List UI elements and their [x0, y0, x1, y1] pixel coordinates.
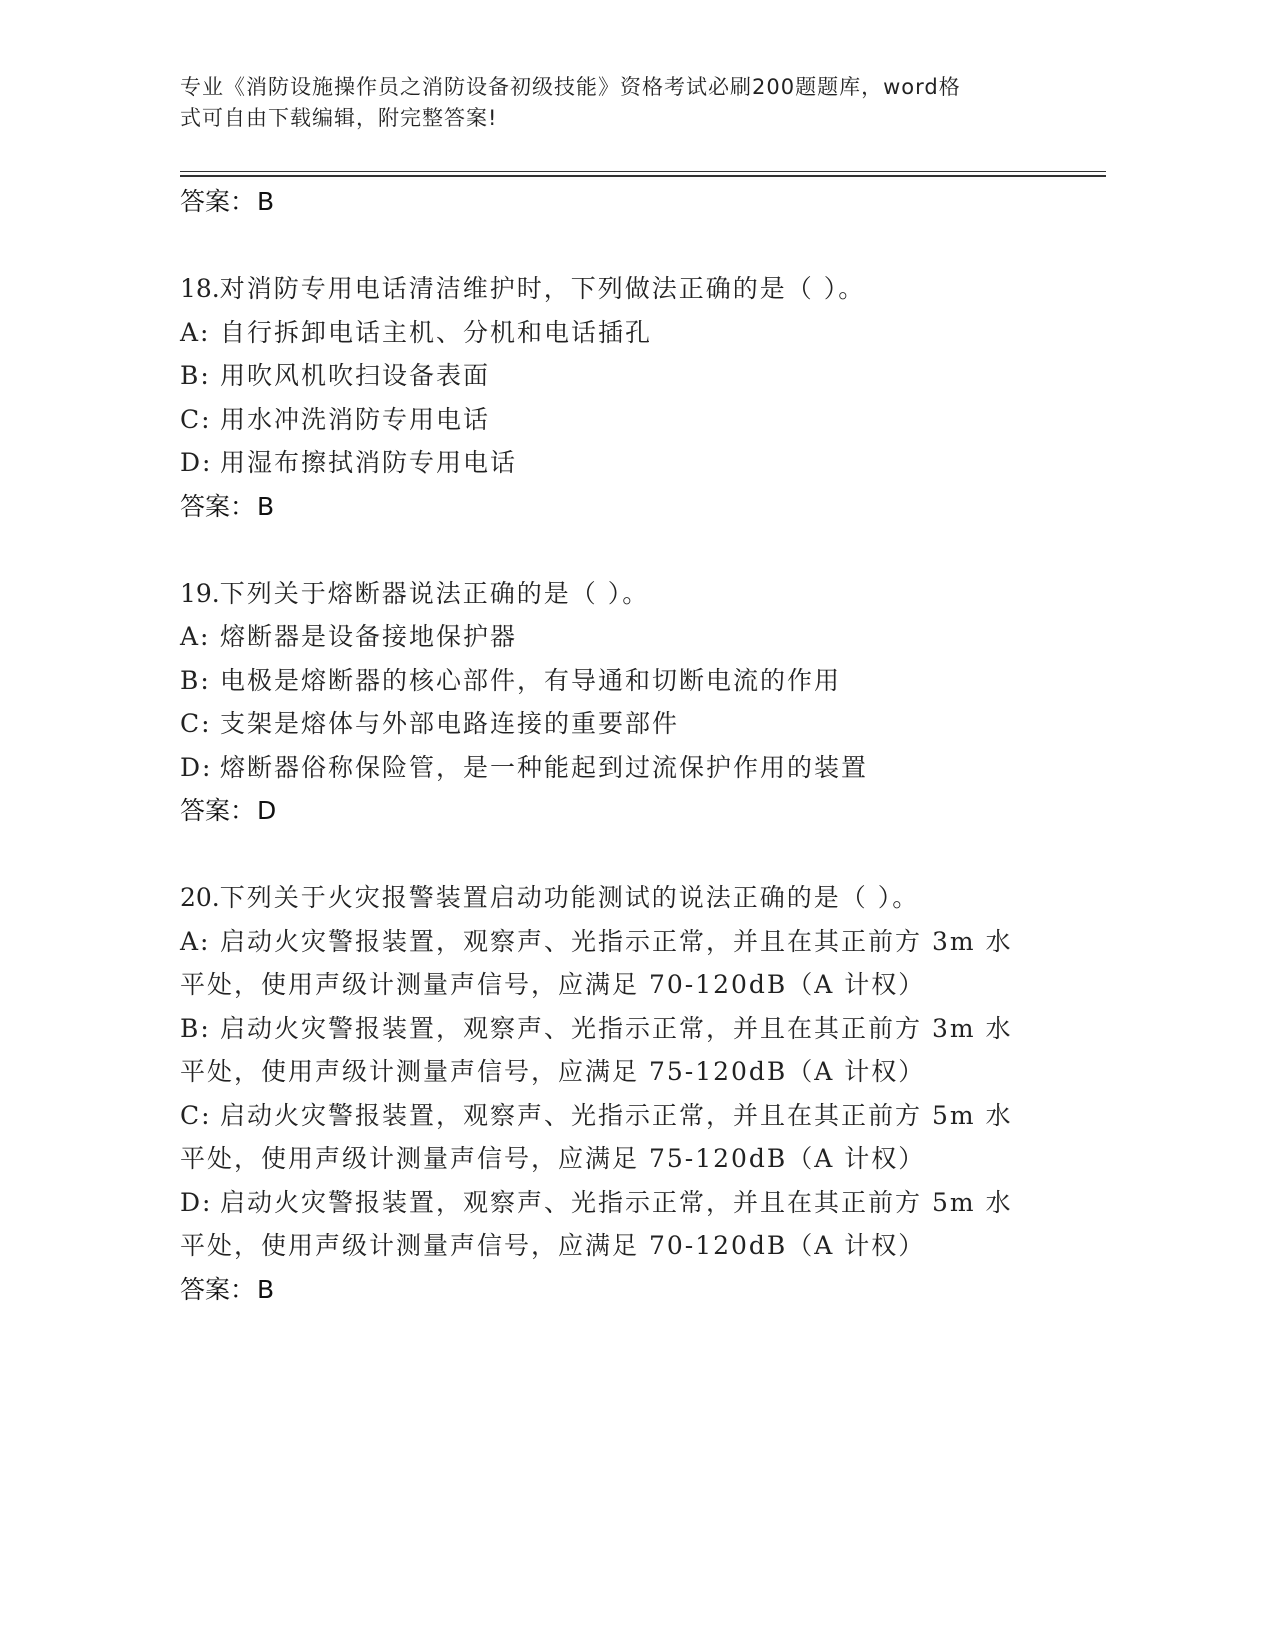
question-number: 18. — [180, 274, 220, 303]
option-text: 用湿布擦拭消防专用电话 — [220, 448, 518, 477]
option-letter: D: — [180, 448, 213, 477]
option-b — [180, 1007, 1100, 1051]
answer-label: 答案： — [180, 491, 256, 521]
option-letter: A: — [180, 622, 211, 651]
option-text: 启动火灾警报装置，观察声、光指示正常，并且在其正前方 3m 水 — [220, 926, 1013, 956]
option-letter: C: — [180, 709, 212, 738]
option-letter: D: — [180, 752, 213, 782]
header-line-1: 专业《消防设施操作员之消防设备初级技能》资格考试必刷200题题库，word格 — [180, 75, 961, 99]
option-letter: B: — [180, 665, 211, 695]
previous-answer — [180, 180, 1100, 224]
option-letter: C: — [180, 1100, 212, 1130]
question-text: 对消防专用电话清洁维护时，下列做法正确的是（ ）。 — [219, 274, 866, 303]
answer-value: D — [257, 796, 277, 825]
option-letter: A: — [180, 317, 211, 347]
option-a-continued: 平处，使用声级计测量声信号，应满足 70-120dB（A 计权） — [180, 970, 926, 999]
option-letter: A: — [180, 926, 211, 956]
option-text: 用吹风机吹扫设备表面 — [220, 361, 491, 390]
option-text: 支架是熔体与外部电路连接的重要部件 — [220, 709, 680, 738]
option-text: 电极是熔断器的核心部件，有导通和切断电流的作用 — [220, 665, 842, 695]
option-letter: D: — [180, 1187, 213, 1217]
question-stem — [180, 267, 1100, 311]
option-b — [180, 659, 1100, 703]
option-c — [180, 702, 1100, 746]
option-c — [180, 1094, 1100, 1138]
answer-label: 答案： — [180, 187, 256, 216]
question-block — [180, 267, 1100, 528]
question-stem — [180, 572, 1100, 616]
option-text: 启动火灾警报装置，观察声、光指示正常，并且在其正前方 5m 水 — [220, 1100, 1013, 1130]
question-text: 下列关于熔断器说法正确的是（ ）。 — [219, 578, 650, 608]
question-number: 20. — [180, 883, 220, 912]
option-d — [180, 1181, 1100, 1225]
answer-value: B — [257, 187, 275, 216]
question-block — [180, 572, 1100, 833]
option-a — [180, 920, 1100, 964]
option-b — [180, 354, 1100, 398]
option-a — [180, 311, 1100, 355]
question-answer — [180, 789, 1100, 833]
answer-value: B — [257, 491, 275, 521]
answer-label: 答案： — [180, 796, 256, 825]
option-c — [180, 398, 1100, 442]
option-letter: B: — [180, 361, 211, 390]
header-divider-thick — [180, 175, 1106, 177]
question-block — [180, 876, 1100, 1311]
question-stem — [180, 876, 1100, 920]
question-answer — [180, 1268, 1100, 1312]
header-line-2: 式可自由下载编辑，附完整答案! — [180, 106, 498, 130]
option-d-continued: 平处，使用声级计测量声信号，应满足 70-120dB（A 计权） — [180, 1231, 926, 1260]
option-c-continued: 平处，使用声级计测量声信号，应满足 75-120dB（A 计权） — [180, 1144, 926, 1173]
option-letter: C: — [180, 404, 212, 434]
document-header — [180, 72, 1040, 134]
question-list — [180, 180, 1100, 1311]
option-d — [180, 441, 1100, 485]
option-text: 启动火灾警报装置，观察声、光指示正常，并且在其正前方 3m 水 — [220, 1013, 1013, 1043]
question-text: 下列关于火灾报警装置启动功能测试的说法正确的是（ ）。 — [219, 883, 920, 912]
question-number: 19. — [180, 578, 220, 608]
option-letter: B: — [180, 1013, 211, 1043]
option-text: 启动火灾警报装置，观察声、光指示正常，并且在其正前方 5m 水 — [220, 1187, 1013, 1217]
option-text: 用水冲洗消防专用电话 — [220, 404, 491, 434]
header-divider-thin — [180, 171, 1106, 172]
option-a — [180, 615, 1100, 659]
answer-value: B — [257, 1274, 275, 1304]
answer-label: 答案： — [180, 1274, 256, 1304]
option-text: 自行拆卸电话主机、分机和电话插孔 — [220, 317, 653, 347]
option-b-continued: 平处，使用声级计测量声信号，应满足 75-120dB（A 计权） — [180, 1057, 926, 1086]
question-answer — [180, 485, 1100, 529]
option-text: 熔断器是设备接地保护器 — [220, 622, 518, 651]
option-text: 熔断器俗称保险管，是一种能起到过流保护作用的装置 — [220, 752, 869, 782]
option-d — [180, 746, 1100, 790]
